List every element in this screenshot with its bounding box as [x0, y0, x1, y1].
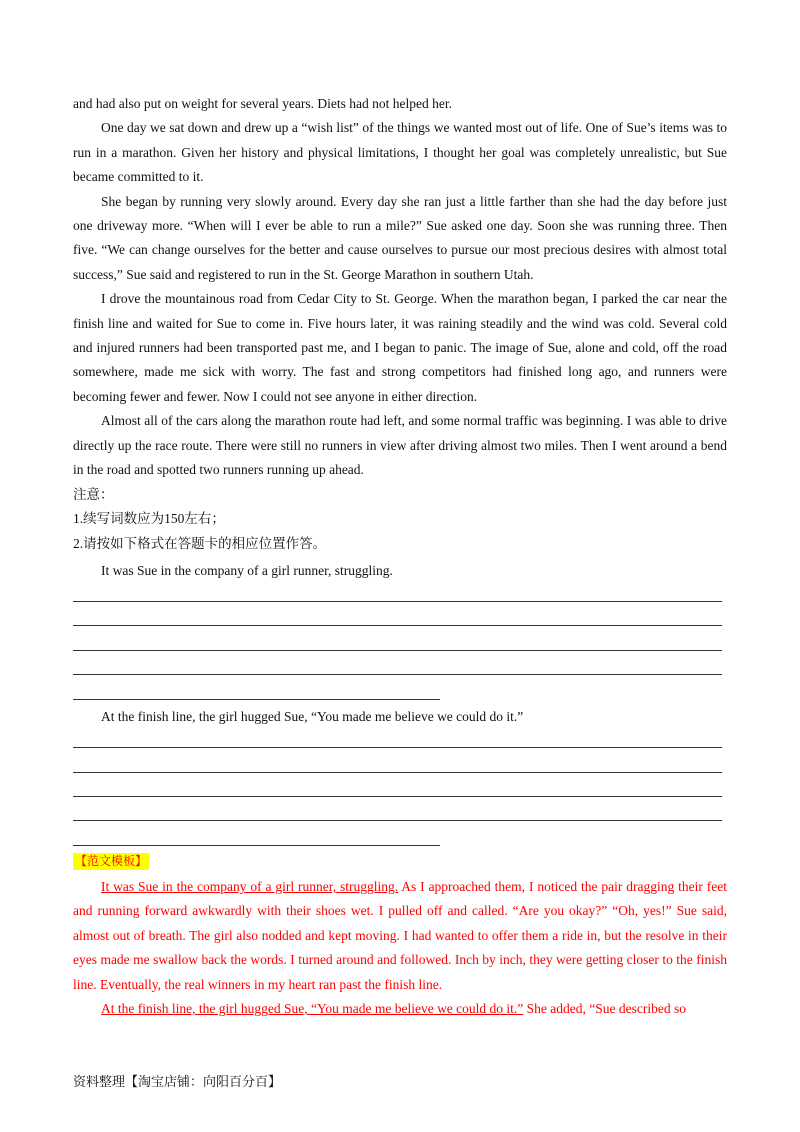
instructions-item-1: 1.续写词数应为150左右；: [73, 511, 225, 527]
answer-line: [73, 601, 722, 602]
answer-line: [73, 820, 722, 821]
starter-sentence-1: It was Sue in the company of a girl runner, struggling.: [101, 563, 393, 578]
answer-line: [73, 699, 440, 700]
passage-paragraph-1: and had also put on weight for several years. Diets had not helped her.: [73, 96, 453, 111]
answer-line: [73, 845, 440, 846]
instructions-item-2: 2.请按如下格式在答题卡的相应位置作答。: [73, 535, 327, 551]
starter-sentence-2: At the finish line, the girl hugged Sue, “You made me believe we could do it.”: [101, 709, 524, 724]
model-starter-2: At the finish line, the girl hugged Sue, “You made me believe we could do it.”: [101, 1001, 524, 1017]
instructions: [73, 483, 727, 556]
passage: [73, 92, 727, 483]
answer-line: [73, 625, 722, 626]
answer-line: [73, 650, 722, 651]
model-essay-tag: 【范文模板】: [75, 854, 148, 868]
footer-source: 资料整理【淘宝店铺：向阳百分百】: [73, 1075, 282, 1090]
model-text-1: As I approached them, I noticed the pair dragging their feet and running forward awkwardly with their shoes wet. I pulled off and called. “Are you okay?” “Oh, yes!” Sue said, almost out of breath. The girl also nodded and kept moving. I had wanted to offer them a ride in, but the resolve in their eyes made me swallow back the words. I turned around and followed. Inch by inch, they were getting closer to the finish line. Eventually, the real winners in my heart ran past the finish line.: [73, 879, 727, 992]
model-starter-1: It was Sue in the company of a girl runner, struggling.: [101, 879, 399, 894]
model-paragraph-1: [73, 875, 727, 997]
model-paragraph-2: [73, 997, 727, 1021]
passage-paragraph-3: She began by running very slowly around. Every day she ran just a little farther than she had the day before just one driveway more. “When will I ever be able to run a mile?” Sue asked one day. Soon she was running three. Then five. “We can change ourselves for the better and cause ourselves to pursue our most precious desires with almost total success,” Sue said and registered to run in the St. George Marathon in southern Utah.: [73, 193, 727, 282]
answer-line: [73, 674, 722, 675]
passage-paragraph-4: I drove the mountainous road from Cedar City to St. George. When the marathon began, I parked the car near the finish line and waited for Sue to come in. Five hours later, it was raining steadily and the wind was cold. Several cold and injured runners had been transported past me, and I began to panic. The image of Sue, alone and cold, off the road somewhere, made me sick with worry. The fast and strong competitors had finished long ago, and runners were becoming fewer and fewer. Now I could not see anyone in either direction.: [73, 291, 727, 404]
model-essay: [73, 875, 727, 1021]
passage-paragraph-2: One day we sat down and drew up a “wish list” of the things we wanted most out of life. One of Sue’s items was to run in a marathon. Given her history and physical limitations, I thought her goal was completely unrealistic, but Sue became committed to it.: [73, 120, 727, 185]
answer-line: [73, 796, 722, 797]
instructions-heading: 注意：: [73, 487, 114, 502]
passage-paragraph-5: Almost all of the cars along the marathon route had left, and some normal traffic was beginning. I was able to drive directly up the race route. There were still no runners in view after driving almost two miles. Then I went around a bend in the road and spotted two runners running up ahead.: [73, 413, 727, 478]
answer-line: [73, 772, 722, 773]
model-text-2: She added, “Sue described so: [523, 1001, 687, 1017]
answer-line: [73, 747, 722, 748]
